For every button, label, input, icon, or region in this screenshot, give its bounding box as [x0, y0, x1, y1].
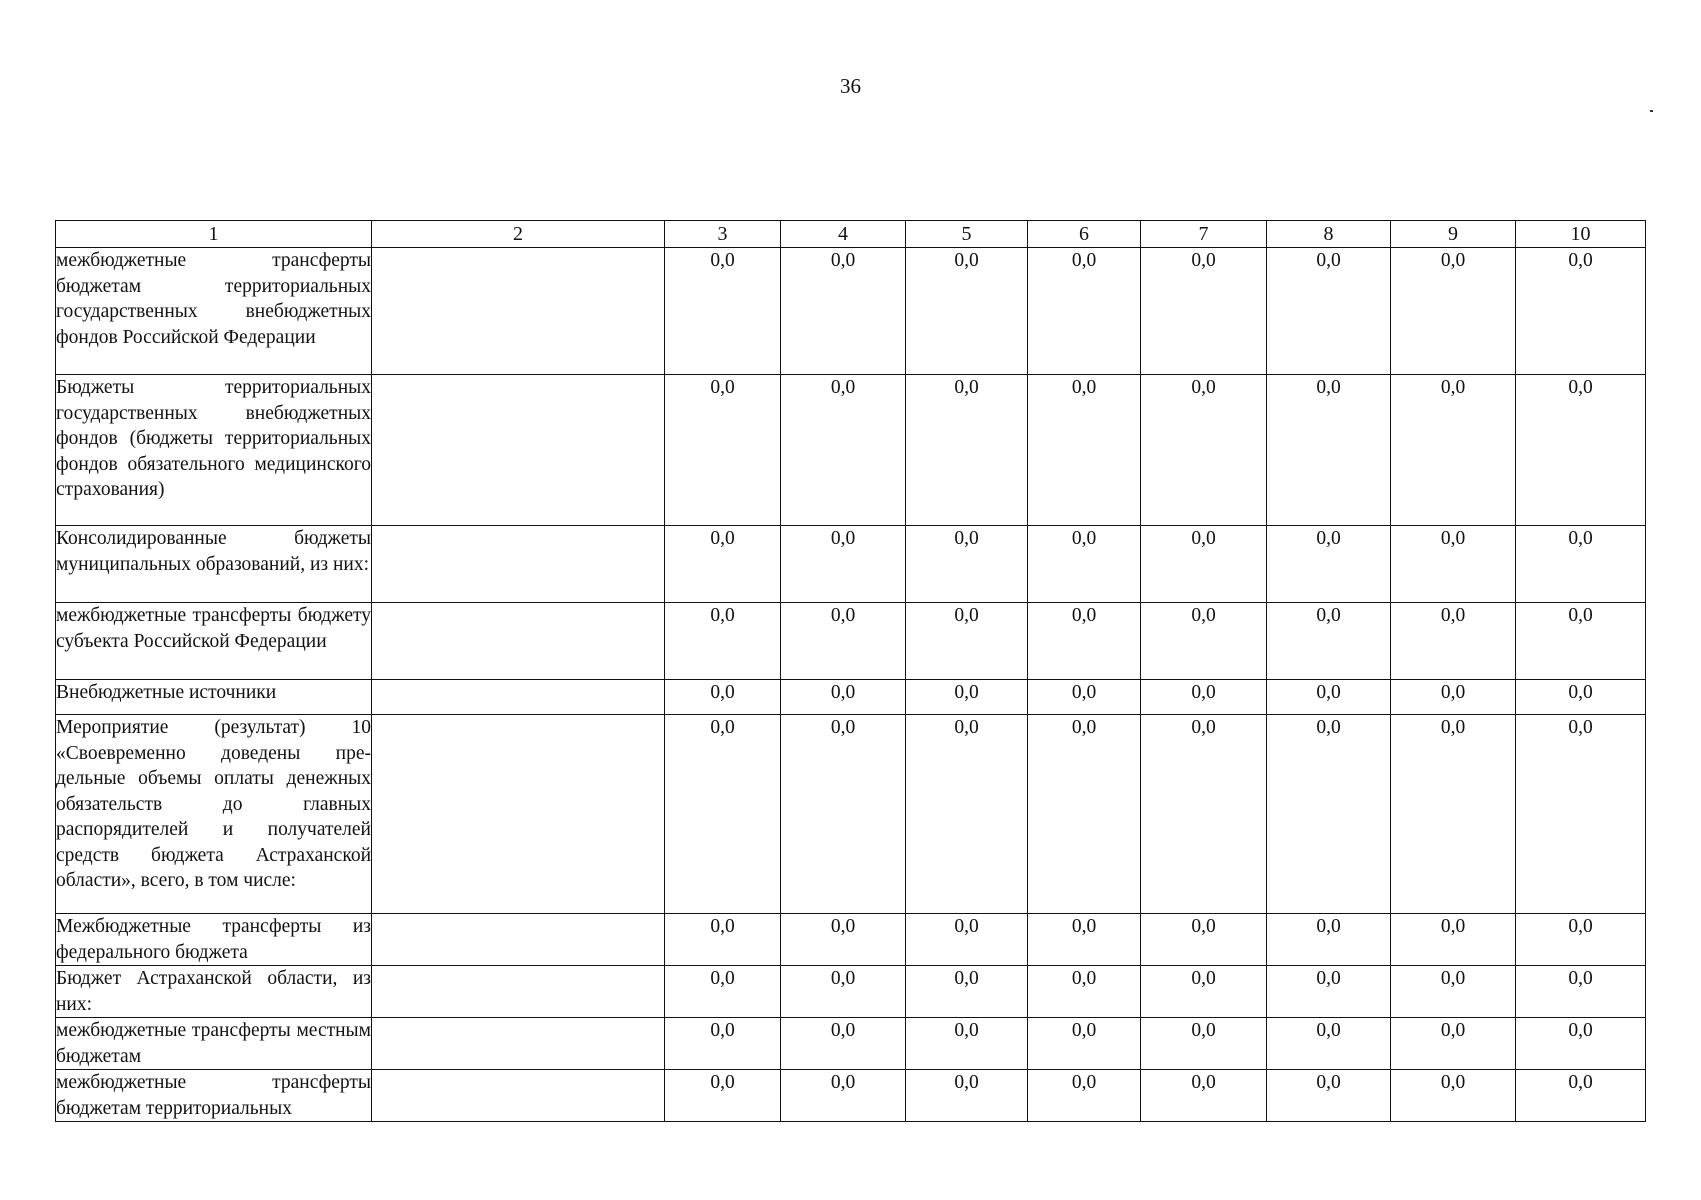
value-cell: 0,0: [665, 248, 781, 375]
table-row: [56, 603, 1646, 680]
value-cell: 0,0: [781, 603, 906, 680]
table-row: [56, 526, 1646, 603]
value-cell: 0,0: [1141, 715, 1267, 914]
value-cell: 0,0: [781, 966, 906, 1018]
value-cell: 0,0: [1267, 1070, 1391, 1122]
value-cell: 0,0: [665, 375, 781, 526]
value-cell: 0,0: [1516, 966, 1646, 1018]
value-cell: 0,0: [781, 914, 906, 966]
row-col2-cell: [372, 966, 665, 1018]
value-cell: 0,0: [781, 1070, 906, 1122]
row-description: Бюджеты территориальных государственных внебюджетных фондов (бюджеты территориальных фондов обязательного медицинского страхования): [56, 375, 372, 526]
header-cell-7: 7: [1141, 221, 1267, 248]
value-cell: 0,0: [1516, 526, 1646, 603]
row-col2-cell: [372, 375, 665, 526]
row-description: Бюджет Астраханской области, из них:: [56, 966, 372, 1018]
value-cell: 0,0: [1141, 1070, 1267, 1122]
value-cell: 0,0: [1391, 603, 1516, 680]
value-cell: 0,0: [1028, 1018, 1141, 1070]
value-cell: 0,0: [906, 680, 1028, 715]
value-cell: 0,0: [906, 526, 1028, 603]
value-cell: 0,0: [1267, 680, 1391, 715]
value-cell: 0,0: [781, 680, 906, 715]
row-col2-cell: [372, 914, 665, 966]
value-cell: 0,0: [1028, 526, 1141, 603]
header-cell-1: 1: [56, 221, 372, 248]
value-cell: 0,0: [1267, 375, 1391, 526]
value-cell: 0,0: [1141, 248, 1267, 375]
value-cell: 0,0: [1391, 966, 1516, 1018]
row-description: межбюджетные трансферты бюджету субъекта Российской Федерации: [56, 603, 372, 680]
value-cell: 0,0: [1516, 603, 1646, 680]
row-col2-cell: [372, 603, 665, 680]
row-description: межбюджетные трансферты бюджетам территориальных государственных внебюджетных фондов Российской Федерации: [56, 248, 372, 375]
value-cell: 0,0: [1028, 375, 1141, 526]
table-row: [56, 1070, 1646, 1122]
value-cell: 0,0: [665, 1018, 781, 1070]
value-cell: 0,0: [1391, 526, 1516, 603]
value-cell: 0,0: [1516, 248, 1646, 375]
value-cell: 0,0: [781, 248, 906, 375]
value-cell: 0,0: [1267, 603, 1391, 680]
row-col2-cell: [372, 526, 665, 603]
row-description: Консолидированные бюджеты муниципальных образований, из них:: [56, 526, 372, 603]
table-row: [56, 680, 1646, 715]
value-cell: 0,0: [665, 966, 781, 1018]
row-description: межбюджетные трансферты бюджетам территориальных: [56, 1070, 372, 1122]
table-row: [56, 375, 1646, 526]
page-number: 36: [840, 74, 861, 98]
table-row: [56, 1018, 1646, 1070]
value-cell: 0,0: [906, 966, 1028, 1018]
row-description: Межбюджетные трансферты из федерального бюджета: [56, 914, 372, 966]
value-cell: 0,0: [1516, 680, 1646, 715]
table-row: [56, 914, 1646, 966]
table-row: [56, 715, 1646, 914]
value-cell: 0,0: [1141, 680, 1267, 715]
header-cell-10: 10: [1516, 221, 1646, 248]
value-cell: 0,0: [1267, 966, 1391, 1018]
value-cell: 0,0: [665, 526, 781, 603]
header-cell-4: 4: [781, 221, 906, 248]
header-cell-6: 6: [1028, 221, 1141, 248]
value-cell: 0,0: [1391, 248, 1516, 375]
value-cell: 0,0: [1028, 1070, 1141, 1122]
value-cell: 0,0: [1516, 1018, 1646, 1070]
header-cell-3: 3: [665, 221, 781, 248]
value-cell: 0,0: [906, 375, 1028, 526]
value-cell: 0,0: [781, 715, 906, 914]
value-cell: 0,0: [1267, 1018, 1391, 1070]
row-description: Мероприятие (результат) 10 «Своевременно доведены предельные объемы оплаты денежных обязательств до главных распорядителей и получателей средств бюджета Астраханской области», всего, в том числе:: [56, 715, 372, 914]
value-cell: 0,0: [1141, 966, 1267, 1018]
value-cell: 0,0: [1028, 966, 1141, 1018]
value-cell: 0,0: [906, 1070, 1028, 1122]
header-cell-5: 5: [906, 221, 1028, 248]
value-cell: 0,0: [1028, 715, 1141, 914]
value-cell: 0,0: [1391, 1018, 1516, 1070]
table-row: [56, 248, 1646, 375]
value-cell: 0,0: [1141, 914, 1267, 966]
value-cell: 0,0: [1516, 1070, 1646, 1122]
value-cell: 0,0: [1028, 248, 1141, 375]
value-cell: 0,0: [1391, 1070, 1516, 1122]
value-cell: 0,0: [1267, 715, 1391, 914]
value-cell: 0,0: [1391, 914, 1516, 966]
row-col2-cell: [372, 1070, 665, 1122]
value-cell: 0,0: [665, 603, 781, 680]
value-cell: 0,0: [1141, 1018, 1267, 1070]
header-cell-9: 9: [1391, 221, 1516, 248]
table-header: [56, 221, 1646, 248]
row-description: Внебюджетные источники: [56, 680, 372, 715]
value-cell: 0,0: [1516, 914, 1646, 966]
value-cell: 0,0: [1391, 680, 1516, 715]
row-col2-cell: [372, 248, 665, 375]
value-cell: 0,0: [665, 914, 781, 966]
value-cell: 0,0: [1028, 680, 1141, 715]
value-cell: 0,0: [1267, 526, 1391, 603]
row-description: межбюджетные трансферты местным бюджетам: [56, 1018, 372, 1070]
value-cell: 0,0: [781, 1018, 906, 1070]
table-row: [56, 966, 1646, 1018]
row-col2-cell: [372, 680, 665, 715]
value-cell: 0,0: [1267, 914, 1391, 966]
value-cell: 0,0: [1516, 375, 1646, 526]
value-cell: 0,0: [1141, 603, 1267, 680]
value-cell: 0,0: [906, 715, 1028, 914]
value-cell: 0,0: [1391, 715, 1516, 914]
scan-artifact-dot: [1650, 110, 1653, 112]
budget-table: [55, 220, 1646, 1122]
value-cell: 0,0: [781, 526, 906, 603]
header-cell-2: 2: [372, 221, 665, 248]
value-cell: 0,0: [906, 603, 1028, 680]
row-col2-cell: [372, 715, 665, 914]
value-cell: 0,0: [1267, 248, 1391, 375]
value-cell: 0,0: [1028, 914, 1141, 966]
header-cell-8: 8: [1267, 221, 1391, 248]
value-cell: 0,0: [1141, 375, 1267, 526]
value-cell: 0,0: [1391, 375, 1516, 526]
table-body: [56, 248, 1646, 1122]
value-cell: 0,0: [906, 248, 1028, 375]
value-cell: 0,0: [906, 914, 1028, 966]
value-cell: 0,0: [1516, 715, 1646, 914]
value-cell: 0,0: [781, 375, 906, 526]
value-cell: 0,0: [665, 1070, 781, 1122]
row-col2-cell: [372, 1018, 665, 1070]
header-row: [56, 221, 1646, 248]
value-cell: 0,0: [1141, 526, 1267, 603]
value-cell: 0,0: [906, 1018, 1028, 1070]
value-cell: 0,0: [1028, 603, 1141, 680]
value-cell: 0,0: [665, 715, 781, 914]
value-cell: 0,0: [665, 680, 781, 715]
